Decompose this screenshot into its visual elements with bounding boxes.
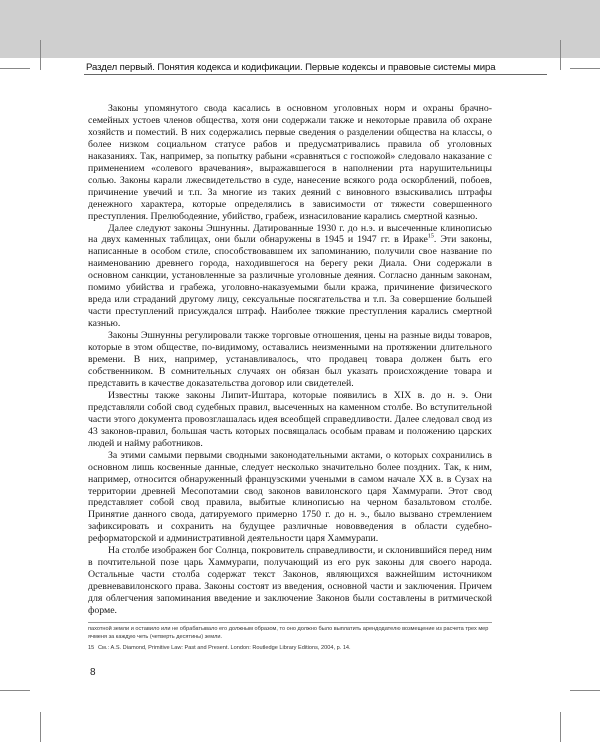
footnote-number: 15 — [88, 645, 95, 652]
paragraph — [88, 223, 492, 331]
crop-mark — [570, 690, 600, 691]
footnote — [88, 626, 492, 641]
crop-mark — [570, 68, 600, 69]
footnote — [88, 645, 492, 653]
paragraph-text: Далее следуют законы Эшнунны. Датированные 1930 г. до н.э. и высеченные клинописью на двух каменных таблицах, они были обнаружены в 1945 и 1947 гг. в Ираке — [88, 222, 492, 246]
paragraph: Законы Эшнунны регулировали также торговые отношения, цены на разные виды товаров, которые в этом обществе, по-видимому, оставались неизменными на протяжении длительного времени. В них, например, устанавливалось, что продавец товара должен быть его собственником. В сомнительных случаях он обязан был указать происхождение товара и представить в качестве доказательства договор или свидетелей. — [88, 330, 492, 389]
footnote-text: пахотной земли и оставило или не обрабатывало его должным образом, то оно должно было выплатить арендодателю возмещение из расчета трех мер ячменя за каждую четь (четверть десятины) земли. — [88, 626, 489, 640]
crop-mark — [40, 40, 41, 70]
paragraph: За этими самыми первыми сводными законодательными актами, о которых сохранились в основном лишь косвенные данные, следует несколько значительно более поздних. Так, к ним, например, относится обнаруженный французскими учеными в самом начале XX в. в Сузах на территории древней Месопотамии свод законов вавилонского царя Хаммурапи. Этот свод представляет собой свод правила, выбитые клинописью на черном базальтовом столбе. Принятие данного свода, датируемого примерно 1750 г. до н. э., было вызвано стремлением зафиксировать и сохранить на будущее различные нововведения в области судебно-реформаторской и административной деятельности царя Хаммурапи. — [88, 449, 492, 545]
header-rule — [84, 74, 547, 75]
crop-mark — [560, 40, 561, 70]
body-text — [88, 103, 492, 617]
crop-mark — [0, 690, 30, 691]
paragraph: На столбе изображен бог Солнца, покровитель справедливости, и склонившийся перед ним в почтительной позе царь Хаммурапи, получающий из его рук законы для своего народа. Остальные части столба содержат текст Законов, являющихся важнейшим источником древневавилонского права. Законы состоят из введения, основной части и заключения. Причем для облегчения запоминания введение и заключение Законов были составлены в ритмической форме. — [88, 545, 492, 617]
crop-mark — [40, 712, 41, 742]
crop-mark — [0, 68, 30, 69]
top-band — [0, 0, 600, 58]
footnotes — [88, 626, 492, 657]
footnote-rule — [88, 622, 492, 623]
running-header: Раздел первый. Понятия кодекса и кодификации. Первые кодексы и правовые системы мира — [86, 62, 496, 73]
page-number: 8 — [90, 667, 96, 678]
footnote-text: См.: A.S. Diamond, Primitive Law: Past and Present. London: Routledge Library Editions, 2004, p. 14. — [98, 645, 351, 652]
paragraph: Известны также законы Липит-Иштара, которые появились в XIX в. до н. э. Они представляли собой свод судебных правил, высеченных на каменном столбе. Во вступительной части этого документа провозглашалась идея всеобщей справедливости. Далее следовал свод из 43 законов-правил, большая часть которых посвящалась особым правам и положению царских людей и найму работников. — [88, 389, 492, 449]
crop-mark — [560, 712, 561, 742]
paragraph-text: . Эти законы, написанные в особом стиле, способствовавшем их запоминанию, получили свое название по наименованию древнего города, находившегося на берегу реки Диала. Они содержали в основном санкции, установленные за различные уголовные деяния. Согласно данным законам, помимо убийства и грабежа, уголовно-наказуемыми были кража, причинение физического вреда или страданий другому лицу, сексуальные посягательства и т.п. За совершение большей части преступлений присуждался штраф. Наиболее тяжкие преступления карались смертной казнью. — [88, 234, 492, 330]
footnote-ref[interactable]: 15 — [427, 234, 434, 241]
paragraph: Законы упомянутого свода касались в основном уголовных норм и охраны брачно-семейных устоев членов общества, хотя они содержали также и некоторые правила об охране хозяйств и поместий. В них содержались первые сведения о разделении общества на классы, о более низком социальном статусе рабов и предусматривались правила об уголовных наказаниях. Так, например, за попытку рабыни «сравняться с госпожой» следовало наказание с применением «солевого врачевания», выражавшегося в наполнении рта нарушительницы солью. Законы карали лжесвидетельство в суде, нанесение всякого рода оскорблений, побоев, причинение увечий и т.п. За многие из таких деяний с виновного взыскивались штрафы денежного характера, которые определялись в зависимости от тяжести совершенного преступления. Прелюбодеяние, убийство, грабеж, изнасилование карались смертной казнью. — [88, 103, 492, 222]
